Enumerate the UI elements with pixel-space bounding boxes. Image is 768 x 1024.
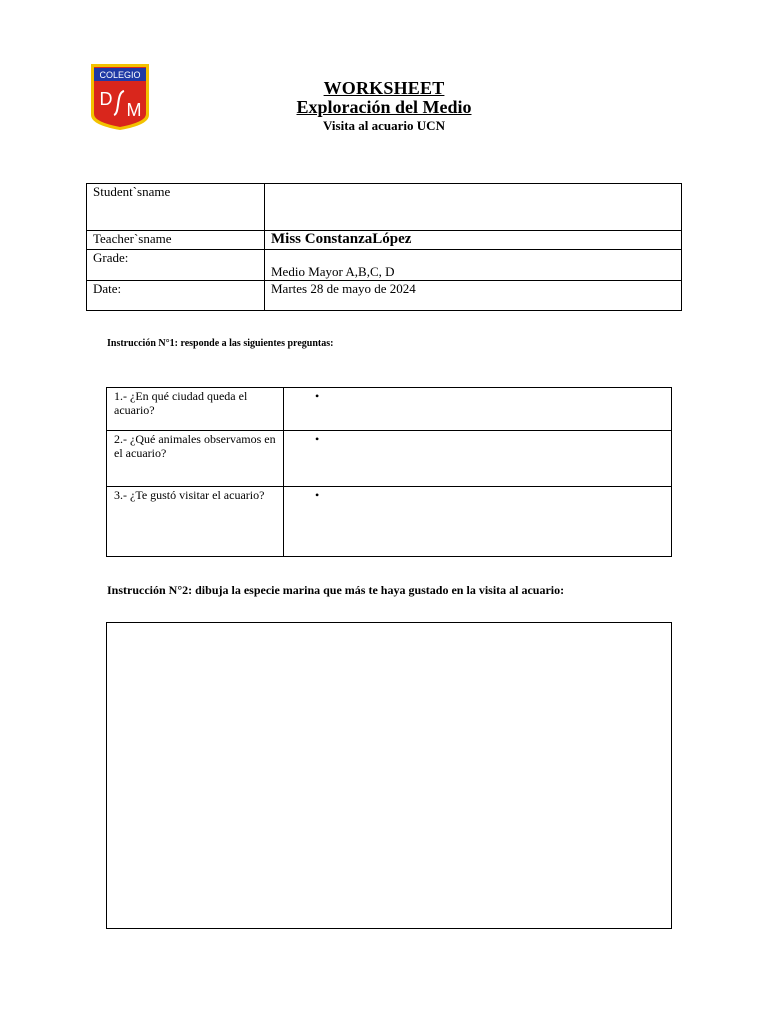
teacher-name-cell [265, 231, 682, 250]
drawing-area[interactable] [106, 622, 672, 929]
grade-label: Grade: [87, 250, 265, 281]
question-row [107, 487, 672, 557]
grade-row [87, 250, 682, 281]
teacher-row [87, 231, 682, 250]
worksheet-title: WORKSHEET [323, 78, 445, 98]
bullet-icon: • [315, 488, 320, 502]
answer-1-field[interactable] [284, 388, 672, 431]
grade-value: Medio Mayor A,B,C, D [271, 264, 395, 279]
date-value: Martes 28 de mayo de 2024 [265, 281, 682, 311]
instruction-2: Instrucción N°2: dibuja la especie marina que más te haya gustado en la visita al acuario: [107, 583, 565, 597]
bullet-icon: • [315, 389, 320, 403]
instruction-1: Instrucción N°1: responde a las siguientes preguntas: [107, 338, 334, 349]
worksheet-subtitle: Visita al acuario UCN [323, 118, 445, 133]
question-row [107, 388, 672, 431]
teacher-name-value: Miss ConstanzaLópez [271, 231, 412, 247]
question-1-text: 1.- ¿En qué ciudad queda el acuario? [107, 388, 284, 431]
answer-2-field[interactable] [284, 431, 672, 487]
subject-title: Exploración del Medio [296, 97, 472, 117]
logo-initial-right: M [126, 100, 142, 120]
student-info-table [86, 183, 682, 311]
date-label: Date: [87, 281, 265, 311]
student-label: Student`sname [87, 184, 265, 231]
bullet-icon: • [315, 432, 320, 446]
student-name-field[interactable] [265, 184, 682, 231]
answer-3-field[interactable] [284, 487, 672, 557]
question-2-text: 2.- ¿Qué animales observamos en el acuario? [107, 431, 284, 487]
question-row [107, 431, 672, 487]
logo-school-word: COLEGIO [99, 70, 141, 80]
date-row [87, 281, 682, 311]
teacher-label: Teacher`sname [87, 231, 265, 250]
questions-table [106, 387, 672, 557]
grade-cell [265, 250, 682, 281]
question-3-text: 3.- ¿Te gustó visitar el acuario? [107, 487, 284, 557]
student-row [87, 184, 682, 231]
logo-initial-left: D [99, 89, 113, 109]
